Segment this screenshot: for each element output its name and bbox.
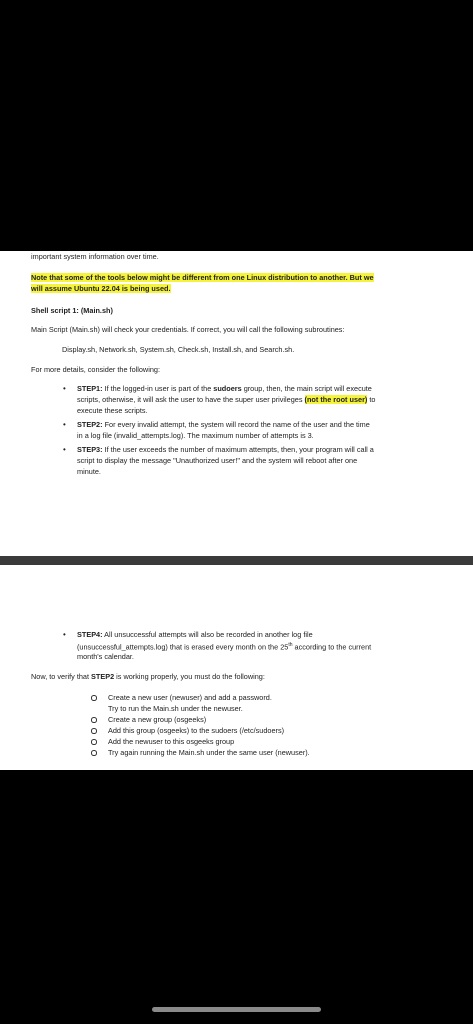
bullet-icon: • [63, 384, 66, 393]
task-item: Try again running the Main.sh under the same user (newuser). [108, 748, 310, 757]
note-line-1: Note that some of the tools below might be different from one Linux distribution to another. But we [31, 273, 374, 282]
step3-line-3: minute. [77, 467, 101, 476]
circle-bullet-icon [91, 728, 97, 734]
details-intro: For more details, consider the following: [31, 365, 160, 374]
page-separator [0, 556, 473, 565]
step1-line-2: scripts, otherwise, it will ask the user to have the super user privileges (not the root user) to [77, 395, 376, 404]
step4-line-1: STEP4: All unsuccessful attempts will also be recorded in another log file [77, 630, 313, 639]
home-indicator[interactable] [152, 1007, 321, 1012]
verify-intro: Now, to verify that STEP2 is working properly, you must do the following: [31, 672, 265, 681]
step1-line-1: STEP1: If the logged-in user is part of the sudoers group, then, the main script will execute [77, 384, 372, 393]
circle-bullet-icon [91, 750, 97, 756]
step4-line-3: month's calendar. [77, 652, 134, 661]
document-page-2 [0, 565, 473, 770]
main-script-description: Main Script (Main.sh) will check your credentials. If correct, you will call the following subroutines: [31, 325, 345, 334]
task-item: Create a new user (newuser) and add a password. [108, 693, 272, 702]
task-item: Add the newuser to this osgeeks group [108, 737, 235, 746]
bullet-icon: • [63, 445, 66, 454]
bullet-icon: • [63, 420, 66, 429]
shell-script-heading: Shell script 1: (Main.sh) [31, 306, 113, 315]
step4-line-2: (unsuccessful_attempts.log) that is erased every month on the 25th according to the current [77, 642, 372, 652]
task-item: Create a new group (osgeeks) [108, 715, 207, 724]
step3-line-1: STEP3: If the user exceeds the number of maximum attempts, then, your program will call a [77, 445, 374, 454]
circle-bullet-icon [91, 695, 97, 701]
subroutine-list: Display.sh, Network.sh, System.sh, Check.sh, Install.sh, and Search.sh. [62, 345, 295, 354]
task-item: Add this group (osgeeks) to the sudoers (/etc/sudoers) [108, 726, 285, 735]
circle-bullet-icon [91, 717, 97, 723]
circle-bullet-icon [91, 739, 97, 745]
task-item: Try to run the Main.sh under the newuser. [108, 704, 243, 713]
step2-line-1: STEP2: For every invalid attempt, the system will record the name of the user and the time [77, 420, 370, 429]
step2-line-2: in a log file (invalid_attempts.log). The maximum number of attempts is 3. [77, 431, 314, 440]
note-line-2: will assume Ubuntu 22.04 is being used. [31, 284, 171, 293]
document-page-1 [0, 251, 473, 556]
bullet-icon: • [63, 630, 66, 639]
step1-line-3: execute these scripts. [77, 406, 148, 415]
step3-line-2: script to display the message "Unauthorized user!" and the system will reboot after one [77, 456, 358, 465]
text-line: important system information over time. [31, 252, 159, 261]
